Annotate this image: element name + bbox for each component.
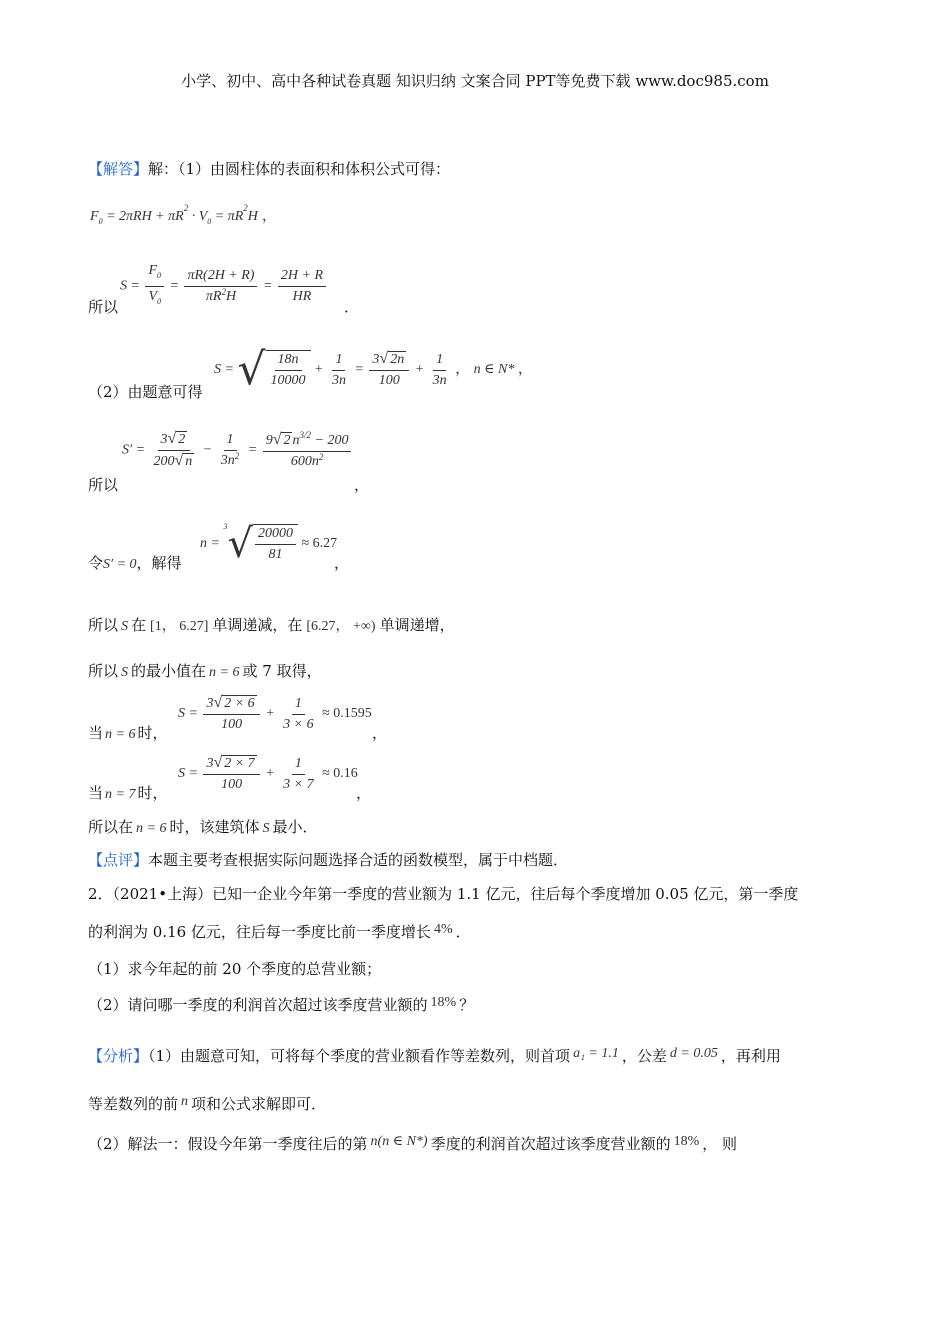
comma-3: ， bbox=[334, 554, 350, 572]
final-p1: 所以在 bbox=[88, 818, 134, 836]
min-p2: 的最小值在 bbox=[131, 662, 207, 680]
comma: ， bbox=[517, 361, 533, 378]
dang-label: 当 bbox=[88, 724, 104, 742]
problem2-line2b: ． bbox=[455, 923, 471, 941]
approx-value-6: ≈ 0.1595 bbox=[322, 706, 372, 722]
approx-n: ≈ 6.27 bbox=[301, 536, 338, 552]
solution-intro-line bbox=[88, 158, 450, 179]
case-n6-label bbox=[88, 722, 167, 743]
shi-label: 时， bbox=[137, 724, 168, 742]
problem2-line1: 2．（2021•上海）已知一企业今年第一季度的营业额为 1.1 亿元，往后每个季度增加 0.05 亿元，第一季度 bbox=[88, 885, 799, 903]
part2-intro: （2）由题意可得 bbox=[88, 383, 203, 401]
final-p3: 最小． bbox=[272, 818, 318, 836]
n-equals-6: n = 6 bbox=[209, 665, 240, 680]
var-s: S bbox=[121, 619, 129, 634]
comment-line bbox=[88, 849, 568, 870]
n-equals-7: n = 7 bbox=[105, 787, 136, 802]
dang-label: 当 bbox=[88, 784, 104, 802]
analysis-tag: 【分析】 bbox=[88, 1047, 149, 1065]
suoyi-label: 所以 bbox=[88, 298, 119, 316]
comma-5: ， bbox=[356, 784, 372, 802]
analysis-l3c: ， 则 bbox=[702, 1135, 738, 1153]
solution-tag: 【解答】 bbox=[88, 160, 149, 178]
final-line bbox=[88, 816, 318, 837]
formula-s-prime: S′ = $\frac{3√ 2}{200√ n}$ − $\frac{1}{3n^2}$ = $\frac{9√ 2 n^{3/2} - 200}{600n^2}$ bbox=[122, 430, 353, 471]
comment-text: 本题主要考查根据实际问题选择合适的函数模型，属于中档题． bbox=[148, 851, 569, 869]
formula-f0-v0: $F_0 = 2\pi RH + \pi R^2 \cdot V_0 = \pi R^2H$ ， bbox=[90, 203, 277, 226]
approx-value-7: ≈ 0.16 bbox=[322, 766, 358, 782]
problem2-q2a: （2）请问哪一季度的利润首次超过该季度营业额的 bbox=[88, 996, 428, 1014]
comma-4: ， bbox=[372, 724, 388, 742]
problem2-q1: （1）求今年起的前 20 个季度的总营业额； bbox=[88, 960, 382, 978]
min-p1: 所以 bbox=[88, 662, 119, 680]
n-in-N: n(n ∈ N*) bbox=[370, 1134, 428, 1149]
min-p3: 或 7 取得， bbox=[242, 662, 322, 680]
sprime-zero: S′ = 0 bbox=[103, 557, 137, 572]
problem2-line2 bbox=[88, 921, 471, 942]
percent-18: 18% bbox=[673, 1134, 700, 1149]
percent-18: 18% bbox=[430, 995, 457, 1010]
analysis-line2 bbox=[88, 1093, 326, 1114]
comma: ， bbox=[261, 208, 277, 224]
formula-n-root: n = $^3$√ $\frac{20000}{81}$ ≈ 6.27 bbox=[200, 521, 338, 567]
mono-p3: 单调递减，在 bbox=[212, 616, 303, 634]
period: ． bbox=[344, 298, 360, 316]
var-s: S bbox=[262, 821, 270, 836]
formula-s-of-n: S = √ $\frac{18n}{10000}$ + $\frac{1}{3n}$ = $\frac{3√ 2n}{100}$ + $\frac{1}{3n}$ ， n ∈ N* ， bbox=[214, 344, 533, 395]
formula-s-ratio: S = $\frac{F_0}{V_0}$ = $\frac{\pi R(2H + R)}{\pi R^2H}$ = $\frac{2H + R}{HR}$ bbox=[120, 262, 328, 311]
first-term: a₁ = 1.1 bbox=[573, 1046, 619, 1061]
problem2-q2b: ？ bbox=[459, 996, 475, 1014]
mono-p2: 在 bbox=[131, 616, 147, 634]
interval-increasing: [6.27， +∞) bbox=[306, 619, 376, 634]
analysis-l1c: ，再利用 bbox=[720, 1047, 781, 1065]
mono-p1: 所以 bbox=[88, 616, 119, 634]
analysis-l1b: ，公差 bbox=[621, 1047, 667, 1065]
page-header: 小学、初中、高中各种试卷真题 知识归纳 文案合同 PPT等免费下载 www.doc985.com bbox=[181, 72, 769, 90]
solution-intro: 解：（1）由圆柱体的表面积和体积公式可得： bbox=[148, 160, 451, 178]
formula-s-n7: S = $\frac{3√ 2 \times 7}{100}$ + $\frac{1}{3 \times 7}$ ≈ 0.16 bbox=[178, 754, 358, 792]
comment-tag: 【点评】 bbox=[88, 851, 149, 869]
analysis-l2a: 等差数列的前 bbox=[88, 1095, 179, 1113]
comma-2: ， bbox=[354, 476, 370, 494]
analysis-line3 bbox=[88, 1133, 737, 1154]
n-equals-6: n = 6 bbox=[105, 727, 136, 742]
var-n: n bbox=[181, 1094, 189, 1109]
percent-4: 4% bbox=[433, 922, 453, 937]
suoyi-label-2: 所以 bbox=[88, 476, 119, 494]
case-n7-label bbox=[88, 782, 167, 803]
let-line bbox=[88, 552, 182, 573]
analysis-line1 bbox=[88, 1045, 781, 1066]
analysis-l2b: 项和公式求解即可． bbox=[191, 1095, 327, 1113]
problem2-q2 bbox=[88, 994, 474, 1015]
final-p2: 时，该建筑体 bbox=[169, 818, 260, 836]
n-equals-6: n = 6 bbox=[136, 821, 167, 836]
analysis-l1a: （1）由题意可知，可将每个季度的营业额看作等差数列，则首项 bbox=[148, 1047, 571, 1065]
analysis-l3a: （2）解法一：假设今年第一季度往后的第 bbox=[88, 1135, 368, 1153]
minimum-line bbox=[88, 660, 322, 681]
interval-decreasing: [1， 6.27] bbox=[150, 619, 209, 634]
mono-p4: 单调递增， bbox=[379, 616, 455, 634]
formula-s-n6: S = $\frac{3√ 2 \times 6}{100}$ + $\frac{1}{3 \times 6}$ ≈ 0.1595 bbox=[178, 694, 372, 732]
comma: ， bbox=[455, 361, 471, 378]
analysis-l3b: 季度的利润首次超过该季度营业额的 bbox=[430, 1135, 671, 1153]
shi-label: 时， bbox=[137, 784, 168, 802]
problem2-line2a: 的利润为 0.16 亿元，往后每一季度比前一季度增长 bbox=[88, 923, 431, 941]
monotonic-line bbox=[88, 614, 455, 635]
common-difference: d = 0.05 bbox=[669, 1046, 718, 1061]
var-s: S bbox=[121, 665, 129, 680]
ling-label: 令 bbox=[88, 554, 104, 572]
n-domain: n ∈ N* bbox=[473, 362, 515, 378]
jiede-label: ，解得 bbox=[136, 554, 182, 572]
